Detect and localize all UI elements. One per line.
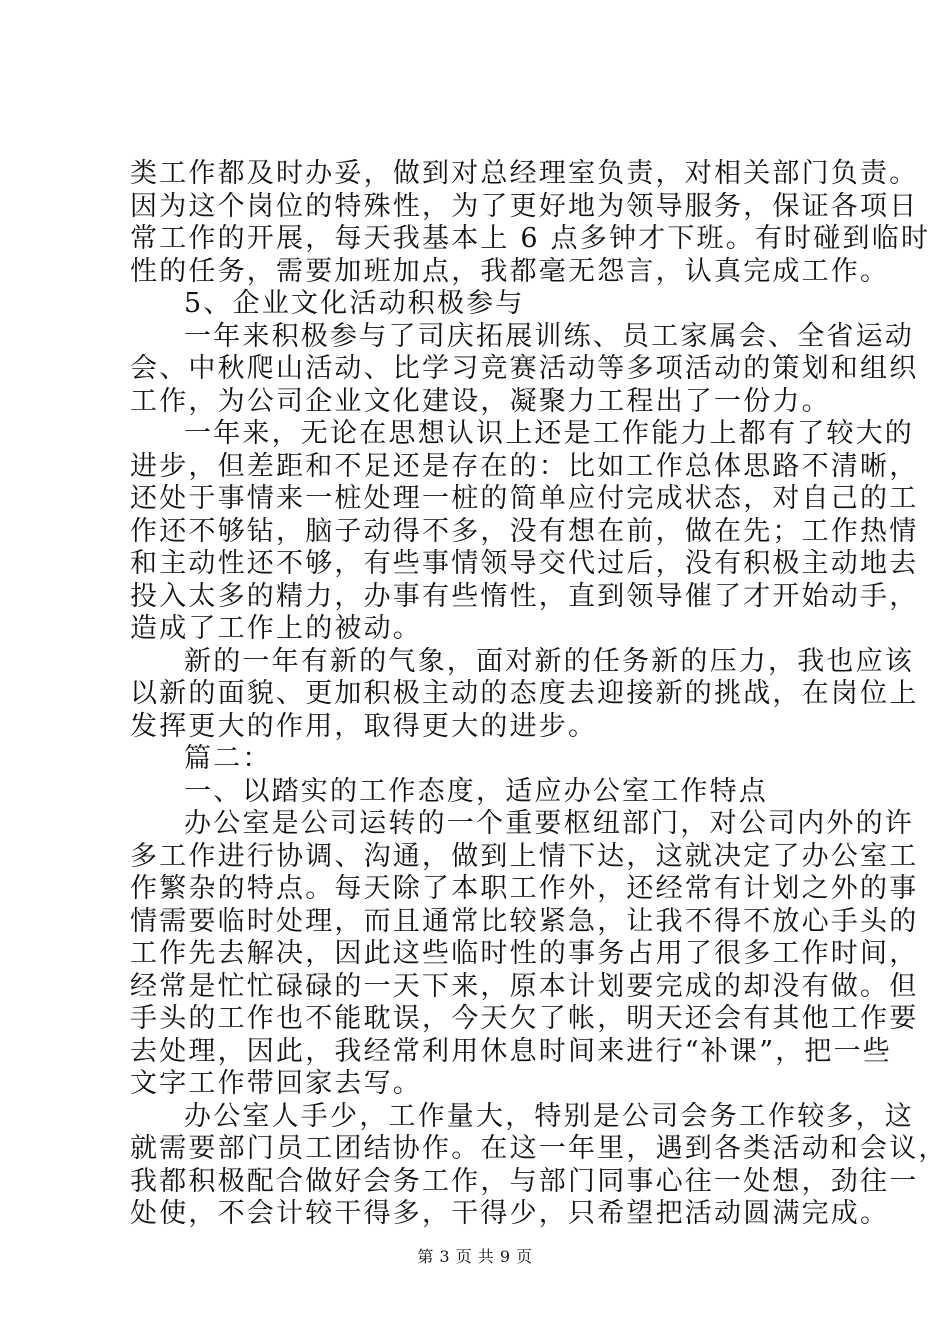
text-line: 常工作的开展，每天我基本上 6 点多钟才下班。有时碰到临时 — [130, 223, 931, 254]
text-line: 作繁杂的特点。每天除了本职工作外，还经常有计划之外的事 — [130, 873, 919, 904]
text-line: 一、以踏实的工作态度，适应办公室工作特点 — [184, 775, 768, 807]
text-line: 处使，不会计较干得多，干得少，只希望把活动圆满完成。 — [130, 1198, 890, 1229]
text-line: 新的一年有新的气象，面对新的任务新的压力，我也应该 — [184, 645, 914, 677]
text-line: 文字工作带回家去写。 — [130, 1068, 422, 1099]
text-line: 作还不够钻，脑子动得不多，没有想在前，做在先；工作热情 — [130, 515, 919, 547]
text-line: 我都积极配合做好会务工作，与部门同事心往一处想，劲往一 — [130, 1165, 919, 1197]
text-line: 因为这个岗位的特殊性，为了更好地为领导服务，保证各项日 — [130, 190, 919, 222]
text-line: 5、企业文化活动积极参与 — [184, 288, 525, 319]
text-line: 就需要部门员工团结协作。在这一年里，遇到各类活动和会议， — [130, 1133, 948, 1164]
text-line: 情需要临时处理，而且通常比较紧急，让我不得不放心手头的 — [130, 905, 919, 937]
page-footer: 第 3 页 共 9 页 — [417, 1247, 533, 1266]
document-body — [130, 158, 948, 1231]
text-line: 一年来积极参与了司庆拓展训练、员工家属会、全省运动 — [184, 320, 914, 352]
text-line: 发挥更大的作用，取得更大的进步。 — [130, 710, 598, 742]
text-line: 办公室人手少，工作量大，特别是公司会务工作较多，这 — [184, 1100, 914, 1132]
text-line: 投入太多的精力，办事有些惰性，直到领导催了才开始动手， — [130, 580, 919, 612]
text-line: 工作，为公司企业文化建设，凝聚力工程出了一份力。 — [130, 385, 831, 417]
text-line: 办公室是公司运转的一个重要枢纽部门，对公司内外的许 — [184, 808, 914, 839]
text-line: 以新的面貌、更加积极主动的态度去迎接新的挑战，在岗位上 — [130, 678, 919, 709]
text-line: 进步，但差距和不足还是存在的：比如工作总体思路不清晰， — [130, 450, 919, 482]
text-line: 去处理，因此，我经常利用休息时间来进行“补课”，把一些 — [130, 1035, 893, 1067]
text-line: 多工作进行协调、沟通，做到上情下达，这就决定了办公室工 — [130, 840, 919, 872]
text-line: 手头的工作也不能耽误，今天欠了帐，明天还会有其他工作要 — [130, 1003, 919, 1034]
text-line: 经常是忙忙碌碌的一天下来，原本计划要完成的却没有做。但 — [130, 970, 919, 1002]
text-line: 篇二： — [184, 743, 272, 774]
text-line: 造成了工作上的被动。 — [130, 613, 422, 644]
text-line: 和主动性还不够，有些事情领导交代过后，没有积极主动地去 — [130, 548, 919, 579]
text-line: 工作先去解决，因此这些临时性的事务占用了很多工作时间， — [130, 938, 919, 969]
text-line: 一年来，无论在思想认识上还是工作能力上都有了较大的 — [184, 418, 914, 449]
text-line: 类工作都及时办妥，做到对总经理室负责，对相关部门负责。 — [130, 158, 919, 189]
text-line: 性的任务，需要加班加点，我都毫无怨言，认真完成工作。 — [130, 255, 890, 287]
text-line: 会、中秋爬山活动、比学习竞赛活动等多项活动的策划和组织 — [130, 353, 919, 384]
text-line: 还处于事情来一桩处理一桩的简单应付完成状态，对自己的工 — [130, 483, 919, 514]
